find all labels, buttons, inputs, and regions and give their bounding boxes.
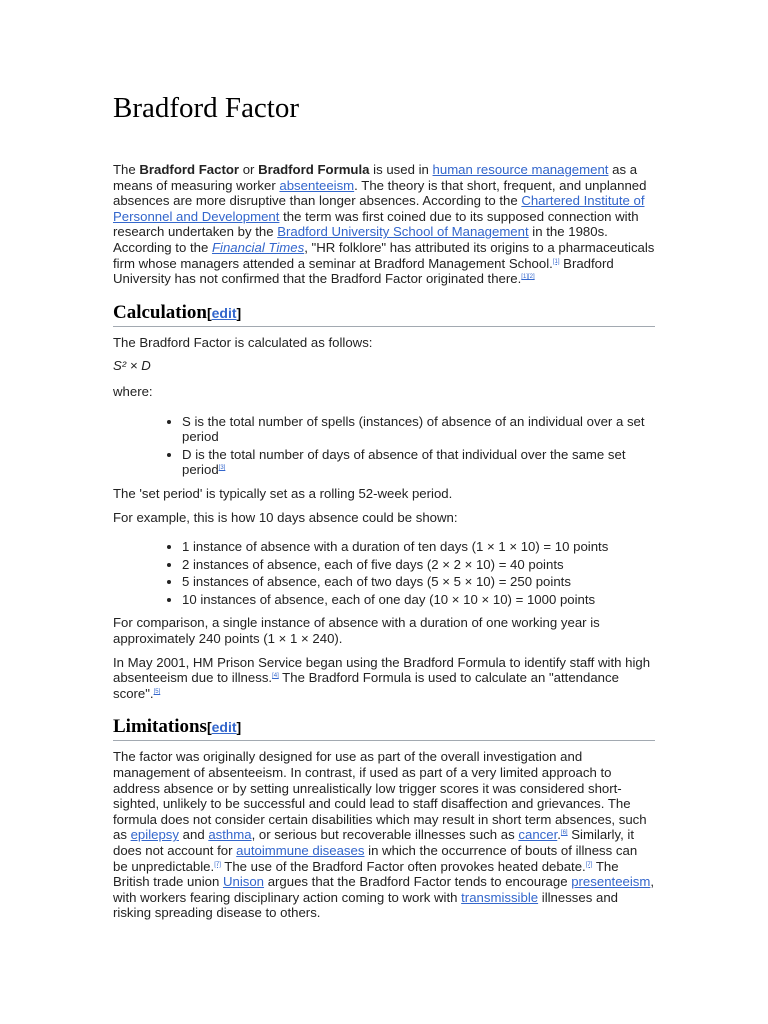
edit-section-link — [207, 719, 241, 735]
page-title: Bradford Factor — [113, 92, 300, 124]
example-intro: For example, this is how 10 days absence could be shown: — [113, 509, 458, 525]
citation-ref[interactable]: [7] — [214, 861, 221, 868]
paragraph-text: . — [557, 827, 561, 843]
prison-service-paragraph — [113, 655, 655, 702]
paragraph-text: The Bradford Formula is used to calculate an "attendance score". — [113, 670, 619, 701]
paragraph-text: The factor was originally designed for use as part of the overall investigation and management of absenteeism. In contrast, if used as part of a very limited approach to address absence or by setting unrealistically low trigger scores it was considered short-sighted, unlikely to be successful and could lead to staff disaffection and grievances. The formula does not consider certain disabilities which may result in short term absences, such as — [113, 749, 647, 843]
link-absenteeism[interactable]: absenteeism — [279, 177, 355, 193]
paragraph-text: , with workers fearing disciplinary action coming to work with — [113, 874, 655, 905]
definition-text: S is the total number of spells (instances) of absence of an individual over a set period — [182, 413, 645, 445]
intro-text: . The theory is that short, frequent, and unplanned absences are more disruptive than longer absences. According to the — [113, 177, 647, 209]
paragraph-text: , or serious but recoverable illnesses such as — [251, 827, 519, 843]
bold-term-bradford-formula: Bradford Formula — [258, 162, 370, 177]
list-item: • 1 instance of absence with a duration of ten days (1 × 1 × 10) = 10 points — [182, 539, 655, 555]
citation-ref[interactable]: [3] — [218, 465, 226, 472]
list-item: • 5 instances of absence, each of two days (5 × 5 × 10) = 250 points — [182, 574, 655, 590]
edit-section-link — [207, 305, 241, 321]
definition-text: D is the total number of days of absence of that individual over the same set period — [182, 446, 626, 478]
set-period-paragraph: The 'set period' is typically set as a rolling 52-week period. — [113, 485, 453, 501]
link-transmissible[interactable]: transmissible — [461, 889, 539, 905]
intro-text: is used in — [369, 162, 433, 177]
section-heading-limitations — [113, 715, 655, 741]
list-item — [182, 447, 655, 478]
link-autoimmune-diseases[interactable]: autoimmune diseases — [236, 843, 365, 858]
edit-bracket-close: ] — [236, 719, 242, 736]
section-heading-text: Limitations — [113, 716, 207, 738]
intro-text: in the 1980s. According to the — [113, 224, 608, 255]
link-cipd[interactable]: Chartered Institute of Personnel and Development — [113, 193, 645, 224]
calculation-intro: The Bradford Factor is calculated as follows: — [113, 334, 373, 350]
limitations-paragraph — [113, 749, 655, 921]
citation-ref[interactable]: [6] — [560, 830, 568, 837]
paragraph-text: in which the occurrence of bouts of illness can be unpredictable. — [113, 843, 638, 874]
list-item: • 10 instances of absence, each of one day (10 × 10 × 10) = 1000 points — [182, 592, 655, 608]
citation-ref[interactable]: [5] — [153, 688, 161, 695]
citation-ref[interactable]: [1] — [552, 258, 560, 265]
formula: S² × D — [113, 358, 151, 374]
citation-ref[interactable]: [1][2] — [521, 274, 535, 281]
paragraph-text: argues that the Bradford Factor tends to encourage — [264, 874, 572, 890]
edit-bracket-open: [ — [206, 719, 212, 736]
paragraph-text: and — [178, 827, 209, 843]
edit-link[interactable]: edit — [211, 719, 237, 736]
list-item — [182, 414, 655, 445]
article-body — [113, 88, 655, 929]
link-asthma[interactable]: asthma — [208, 827, 252, 843]
citation-ref[interactable]: [4] — [272, 673, 279, 680]
examples-list — [113, 539, 655, 607]
link-unison[interactable]: Unison — [222, 874, 265, 890]
link-epilepsy[interactable]: epilepsy — [130, 827, 179, 843]
edit-bracket-close: ] — [236, 304, 242, 321]
link-human-resource-management[interactable]: human resource management — [432, 162, 609, 177]
intro-text: The — [113, 162, 140, 177]
link-bradford-university-school-of-management[interactable]: Bradford University School of Management — [277, 224, 529, 240]
intro-text: as a means of measuring worker — [113, 162, 638, 193]
edit-bracket-open: [ — [206, 304, 212, 321]
link-cancer[interactable]: cancer — [518, 827, 558, 843]
paragraph-text: The use of the Bradford Factor often provokes heated debate. — [220, 858, 586, 874]
citation-ref[interactable]: [7] — [585, 861, 593, 868]
variable-definitions-list — [113, 414, 655, 478]
section-heading-calculation — [113, 301, 655, 327]
intro-text: Bradford University has not confirmed that the Bradford Factor originated there. — [113, 255, 614, 287]
link-financial-times[interactable]: Financial Times — [211, 239, 305, 255]
where-label: where: — [113, 383, 153, 399]
intro-text: , "HR folklore" has attributed its origins to a pharmaceuticals firm whose managers attended a seminar at Bradford Management School. — [113, 239, 655, 271]
comparison-paragraph: For comparison, a single instance of absence with a duration of one working year is approximately 240 points (1 × 1 × 240). — [113, 615, 600, 647]
edit-link[interactable]: edit — [211, 304, 237, 321]
intro-text: or — [239, 162, 259, 177]
intro-paragraph — [113, 162, 655, 287]
bold-term-bradford-factor: Bradford Factor — [139, 162, 240, 177]
paragraph-text: Similarly, it does not account for — [113, 827, 635, 858]
paragraph-text: In May 2001, HM Prison Service began using the Bradford Formula to identify staff with high absenteeism due to illness. — [113, 654, 651, 686]
section-heading-text: Calculation — [113, 301, 207, 323]
list-item: • 2 instances of absence, each of five days (2 × 2 × 10) = 40 points — [182, 557, 655, 573]
paragraph-text: illnesses and risking spreading disease to others. — [113, 889, 618, 921]
paragraph-text: The British trade union — [113, 858, 619, 890]
link-presenteeism[interactable]: presenteeism — [571, 874, 651, 890]
intro-text: the term was first coined due to its supposed connection with research undertaken by the — [113, 208, 639, 240]
